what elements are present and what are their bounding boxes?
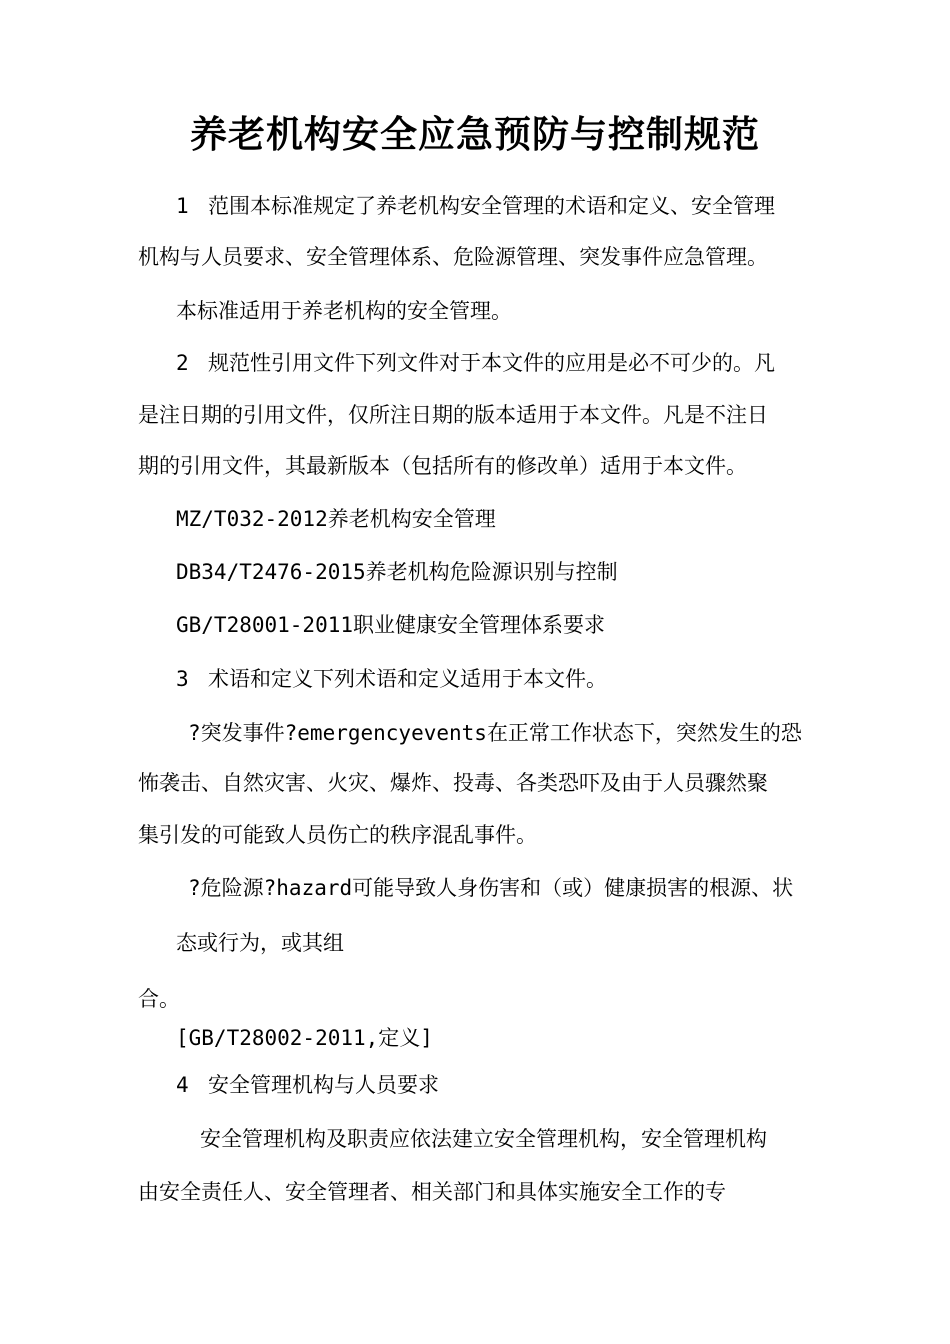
- term-emergency-line-1: [188, 719, 802, 747]
- term-label: ?危险源?hazard: [188, 876, 353, 900]
- document-title: 养老机构安全应急预防与控制规范: [190, 113, 760, 156]
- section-2-line-3: 期的引用文件，其最新版本（包括所有的修改单）适用于本文件。: [138, 454, 747, 478]
- section-1-line-3: 本标准适用于养老机构的安全管理。: [176, 299, 512, 323]
- section-number: 3: [176, 667, 189, 691]
- term-label: ?突发事件?emergencyevents: [188, 721, 487, 745]
- term-definition: 在正常工作状态下，突然发生的恐: [486, 721, 802, 745]
- term-hazard-source: [GB/T28002-2011,定义]: [176, 1026, 433, 1050]
- reference-name: 养老机构危险源识别与控制: [365, 560, 618, 584]
- section-4-title: 安全管理机构与人员要求: [208, 1073, 439, 1097]
- term-hazard-line-3: 合。: [138, 987, 180, 1011]
- reference-item: [176, 611, 605, 639]
- term-definition: 可能导致人身伤害和（或）健康损害的根源、状: [352, 876, 794, 900]
- term-emergency-line-3: 集引发的可能致人员伤亡的秩序混乱事件。: [138, 823, 537, 847]
- reference-code: MZ/T032-2012: [176, 507, 328, 531]
- term-hazard-line-1: [188, 874, 793, 902]
- reference-item: [176, 505, 496, 533]
- section-number: 1: [176, 194, 189, 218]
- section-4-line-2: 由安全责任人、安全管理者、相关部门和具体实施安全工作的专: [138, 1180, 726, 1204]
- term-hazard-line-2: 态或行为，或其组: [176, 931, 344, 955]
- term-emergency-line-2: 怖袭击、自然灾害、火灾、爆炸、投毒、各类恐吓及由于人员骤然聚: [138, 771, 768, 795]
- section-4-heading: [176, 1071, 439, 1099]
- reference-name: 养老机构安全管理: [327, 507, 496, 531]
- section-number: 4: [176, 1073, 189, 1097]
- section-1-line-1: [176, 192, 775, 220]
- section-2-line-1: [176, 349, 775, 377]
- reference-item: [176, 558, 618, 586]
- section-1-text: 范围本标准规定了养老机构安全管理的术语和定义、安全管理: [208, 194, 775, 218]
- reference-code: DB34/T2476-2015: [176, 560, 366, 584]
- section-3-text: 术语和定义下列术语和定义适用于本文件。: [208, 667, 607, 691]
- section-1-line-2: 机构与人员要求、安全管理体系、危险源管理、突发事件应急管理。: [138, 245, 768, 269]
- reference-name: 职业健康安全管理体系要求: [353, 613, 606, 637]
- section-2-line-2: 是注日期的引用文件，仅所注日期的版本适用于本文件。凡是不注日: [138, 403, 768, 427]
- reference-code: GB/T28001-2011: [176, 613, 354, 637]
- section-2-text: 规范性引用文件下列文件对于本文件的应用是必不可少的。凡: [208, 351, 775, 375]
- section-number: 2: [176, 351, 189, 375]
- section-4-line-1: 安全管理机构及职责应依法建立安全管理机构，安全管理机构: [200, 1127, 767, 1151]
- section-3-line-1: [176, 665, 607, 693]
